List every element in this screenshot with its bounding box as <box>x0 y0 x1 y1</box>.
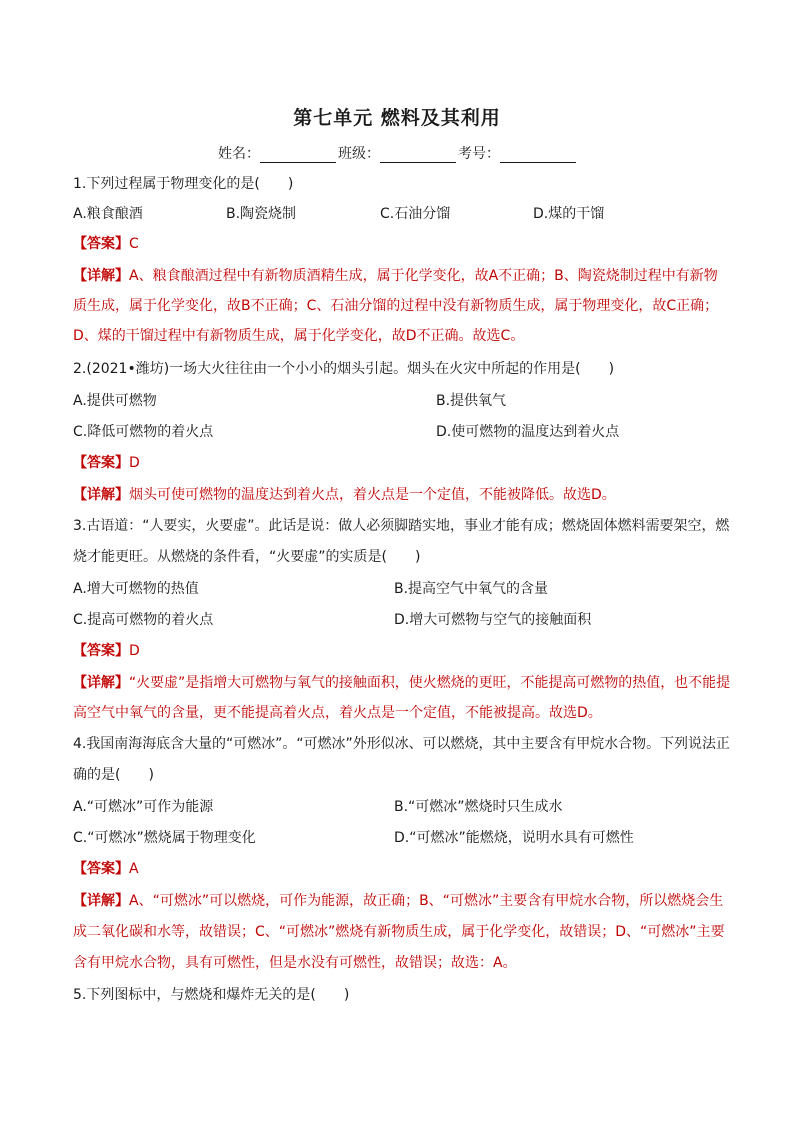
explain-text: 烟头可使可燃物的温度达到着火点，着火点是一个定值，不能被降低。故选D。 <box>129 487 616 503</box>
answer-value: D <box>129 455 140 471</box>
question-3-option-b: B.提高空气中氧气的含量 <box>394 581 549 597</box>
question-4-stem-line-1: 4.我国南海海底含大量的“可燃冰”。“可燃冰”外形似冰、可以燃烧，其中主要含有甲烷水合物。下列说法正 <box>73 736 730 752</box>
answer-label: 【答案】 <box>73 455 129 471</box>
question-2-explain-line-1 <box>73 485 616 505</box>
question-2-stem: 2.(2021•潍坊)一场大火往往由一个小小的烟头引起。烟头在火灾中所起的作用是( ) <box>73 361 615 377</box>
question-3-option-d: D.增大可燃物与空气的接触面积 <box>394 612 592 628</box>
question-4-stem-line-2: 确的是( ) <box>73 767 154 783</box>
explain-label: 【详解】 <box>73 268 129 284</box>
question-2-option-c: C.降低可燃物的着火点 <box>73 424 214 440</box>
explain-text: “火要虚”是指增大可燃物与氧气的接触面积，使火燃烧的更旺，不能提高可燃物的热值，也不能提 <box>128 675 731 691</box>
answer-label: 【答案】 <box>73 861 129 877</box>
question-1-option-d: D.煤的干馏 <box>533 206 605 222</box>
class-label: 班级： <box>338 146 380 162</box>
explain-label: 【详解】 <box>73 893 129 909</box>
question-1-explain-line-3: D、煤的干馏过程中有新物质生成，属于化学变化，故D不正确。故选C。 <box>73 328 525 344</box>
name-label: 姓名： <box>218 146 260 162</box>
question-3-answer <box>73 641 140 661</box>
question-4-option-b: B.“可燃冰”燃烧时只生成水 <box>394 799 563 815</box>
question-4-explain-line-1 <box>73 891 723 911</box>
question-1-option-c: C.石油分馏 <box>380 206 451 222</box>
class-blank[interactable] <box>380 148 456 163</box>
question-4-option-a: A.“可燃冰”可作为能源 <box>73 799 214 815</box>
question-2-option-a: A.提供可燃物 <box>73 393 157 409</box>
name-blank[interactable] <box>260 148 336 163</box>
question-5-stem: 5.下列图标中，与燃烧和爆炸无关的是( ) <box>73 987 350 1003</box>
question-3-stem-line-1: 3.古语道：“人要实，火要虚”。此话是说：做人必须脚踏实地，事业才能有成；燃烧固体燃料需要架空，燃 <box>73 518 730 534</box>
answer-label: 【答案】 <box>73 643 129 659</box>
question-1-explain-line-2: 质生成，属于化学变化，故B不正确；C、石油分馏的过程中没有新物质生成，属于物理变化，故C正确； <box>73 298 719 314</box>
question-3-stem-line-2: 烧才能更旺。从燃烧的条件看，“火要虚”的实质是( ) <box>73 549 421 565</box>
answer-value: D <box>129 643 140 659</box>
question-3-explain-line-1 <box>73 673 730 693</box>
question-4-answer <box>73 859 139 879</box>
page-title: 第七单元 燃料及其利用 <box>293 107 501 129</box>
question-1-answer <box>73 234 139 254</box>
exam-number-blank[interactable] <box>500 148 576 163</box>
explain-text: A、粮食酿酒过程中有新物质酒精生成，属于化学变化，故A不正确；B、陶瓷烧制过程中有新物 <box>129 268 718 284</box>
explain-label: 【详解】 <box>73 675 129 691</box>
answer-label: 【答案】 <box>73 236 129 252</box>
explain-label: 【详解】 <box>73 487 129 503</box>
explain-text: A、“可燃冰”可以燃烧，可作为能源，故正确；B、“可燃冰”主要含有甲烷水合物，所以燃烧会生 <box>129 893 724 909</box>
answer-value: C <box>129 236 139 252</box>
question-2-option-d: D.使可燃物的温度达到着火点 <box>436 424 620 440</box>
exam-number-label: 考号： <box>458 146 500 162</box>
question-1-stem: 1.下列过程属于物理变化的是( ) <box>73 176 294 192</box>
question-3-option-a: A.增大可燃物的热值 <box>73 581 199 597</box>
question-2-option-b: B.提供氧气 <box>436 393 507 409</box>
question-4-explain-line-3: 含有甲烷水合物，具有可燃性，但是水没有可燃性，故错误；故选：A。 <box>73 955 517 971</box>
question-2-answer <box>73 453 140 473</box>
question-3-explain-line-2: 高空气中氧气的含量，更不能提高着火点，着火点是一个定值，不能被提高。故选D。 <box>73 705 602 721</box>
student-info-line <box>218 143 578 163</box>
question-4-option-c: C.“可燃冰”燃烧属于物理变化 <box>73 830 256 846</box>
question-4-explain-line-2: 成二氧化碳和水等，故错误；C、“可燃冰”燃烧有新物质生成，属于化学变化，故错误；D、“可燃冰”主要 <box>73 924 725 940</box>
question-4-option-d: D.“可燃冰”能燃烧，说明水具有可燃性 <box>394 830 634 846</box>
question-3-option-c: C.提高可燃物的着火点 <box>73 612 214 628</box>
question-1-option-b: B.陶瓷烧制 <box>226 206 297 222</box>
question-1-option-a: A.粮食酿酒 <box>73 206 143 222</box>
answer-value: A <box>129 861 139 877</box>
question-1-explain-line-1 <box>73 266 718 286</box>
